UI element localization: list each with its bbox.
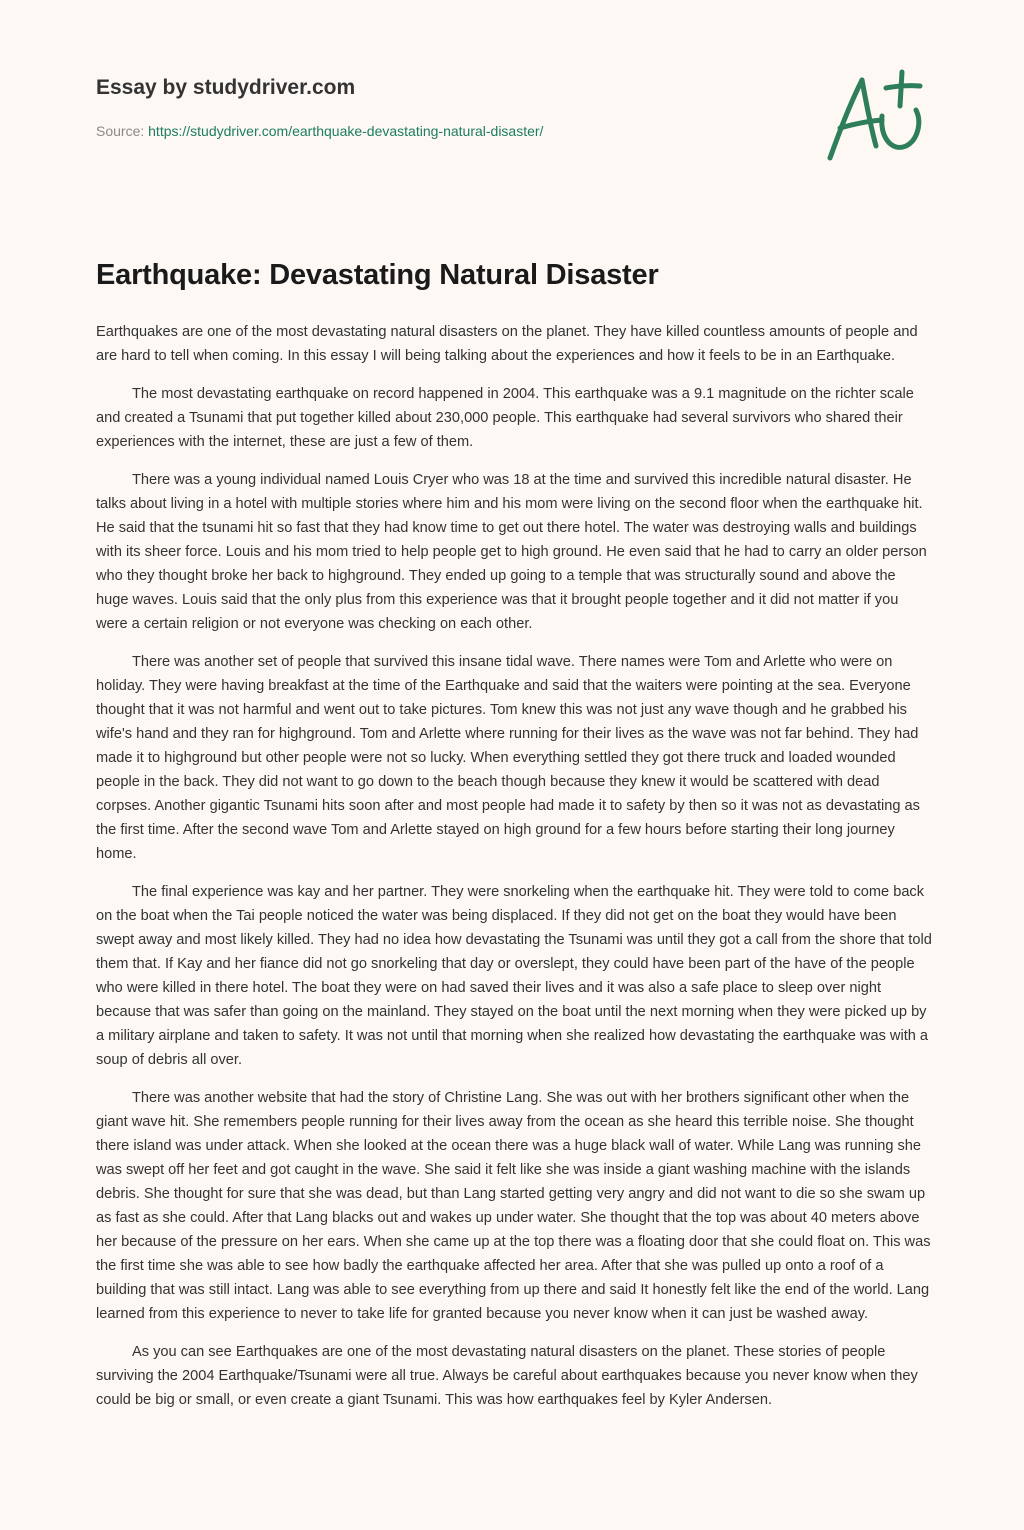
paragraph: There was another website that had the story of Christine Lang. She was out with her brothers significant other when the giant wave hit. She remembers people running for their lives away from the ocean as she heard this terrible noise. She thought there island was under attack. When she looked at the ocean there was a huge black wall of water. While Lang was running she was swept off her feet and got caught in the wave. She said it felt like she was inside a giant washing machine with the islands debris. She thought for sure that she was dead, but than Lang started getting very angry and did not want to die so she swam up as fast as she could. After that Lang blacks out and wakes up under water. She thought that the top was about 40 meters above her because of the pressure on her ears. When she came up at the top there was a floating door that she could float on. This was the first time she was able to see how badly the earthquake affected her area. After that she was pulled up onto a roof of a building that was still intact. Lang was able to see everything from up there and said It honestly felt like the end of the world. Lang learned from this experience to never to take life for granted because you never know when it can just be washed away. <box>96 1090 931 1322</box>
site-title: Essay by studydriver.com <box>96 76 356 99</box>
paragraph: The final experience was kay and her partner. They were snorkeling when the earthquake hit. They were told to come back on the boat when the Tai people noticed the water was being displaced. If they did not get on the boat they would have been swept away and most likely killed. They had no idea how devastating the Tsunami was until they got a call from the shore that told them that. If Kay and her fiance did not go snorkeling that day or overslept, they could have been part of the have of the people who were killed in there hotel. The boat they were on had saved their lives and it was also a safe place to sleep over night because that was safer than going on the mainland. They stayed on the boat until the next morning when they were picked up by a military airplane and taken to safety. It was not until that morning when she realized how devastating the earthquake was with a soup of debris all over. <box>96 884 932 1068</box>
paragraph-intro: Earthquakes are one of the most devastating natural disasters on the planet. They have killed countless amounts of people and are hard to tell when coming. In this essay I will being talking about the experiences and how it feels to be in an Earthquake. <box>96 324 918 364</box>
paragraph: There was a young individual named Louis Cryer who was 18 at the time and survived this incredible natural disaster. He talks about living in a hotel with multiple stories where him and his mom were living on the second floor when the earthquake hit. He said that the tsunami hit so fast that they had know time to get out there hotel. The water was destroying walls and buildings with its sheer force. Louis and his mom tried to help people get to high ground. He even said that he had to carry an older person who they thought broke her back to highground. They ended up going to a temple that was structurally sound and above the huge waves. Louis said that the only plus from this experience was that it brought people together and it did not matter if you were a certain religion or not everyone was checking on each other. <box>96 472 927 632</box>
source-link[interactable]: https://studydriver.com/earthquake-devastating-natural-disaster/ <box>148 123 544 139</box>
paragraph-conclusion: As you can see Earthquakes are one of the most devastating natural disasters on the planet. These stories of people surviving the 2004 Earthquake/Tsunami were all true. Always be careful about earthquakes because you never know when they could be big or small, or even create a giant Tsunami. This was how earthquakes feel by Kyler Andersen. <box>96 1344 918 1408</box>
paragraph: There was another set of people that survived this insane tidal wave. There names were Tom and Arlette who were on holiday. They were having breakfast at the time of the Earthquake and said that the waiters were pointing at the sea. Everyone thought that it was not harmful and went out to take pictures. Tom knew this was not just any wave though and he grabbed his wife's hand and they ran for highground. Tom and Arlette where running for their lives as the wave was not far behind. They had made it to highground but other people were not so lucky. When everything settled they got there truck and loaded wounded people in the back. They did not want to go down to the beach though because they knew it would be scattered with dead corpses. Another gigantic Tsunami hits soon after and most people had made it to safety by then so it was not as devastating as the first time. After the second wave Tom and Arlette stayed on high ground for a few hours before starting their long journey home. <box>96 654 920 862</box>
paragraph: The most devastating earthquake on record happened in 2004. This earthquake was a 9.1 magnitude on the richter scale and created a Tsunami that put together killed about 230,000 people. This earthquake had several survivors who shared their experiences with the internet, these are just a few of them. <box>96 386 914 450</box>
source-line <box>96 122 796 140</box>
source-label: Source: <box>96 123 149 139</box>
article <box>96 256 932 1426</box>
a-plus-logo-icon <box>820 66 930 166</box>
article-title: Earthquake: Devastating Natural Disaster <box>96 259 659 291</box>
page-header <box>96 74 796 140</box>
